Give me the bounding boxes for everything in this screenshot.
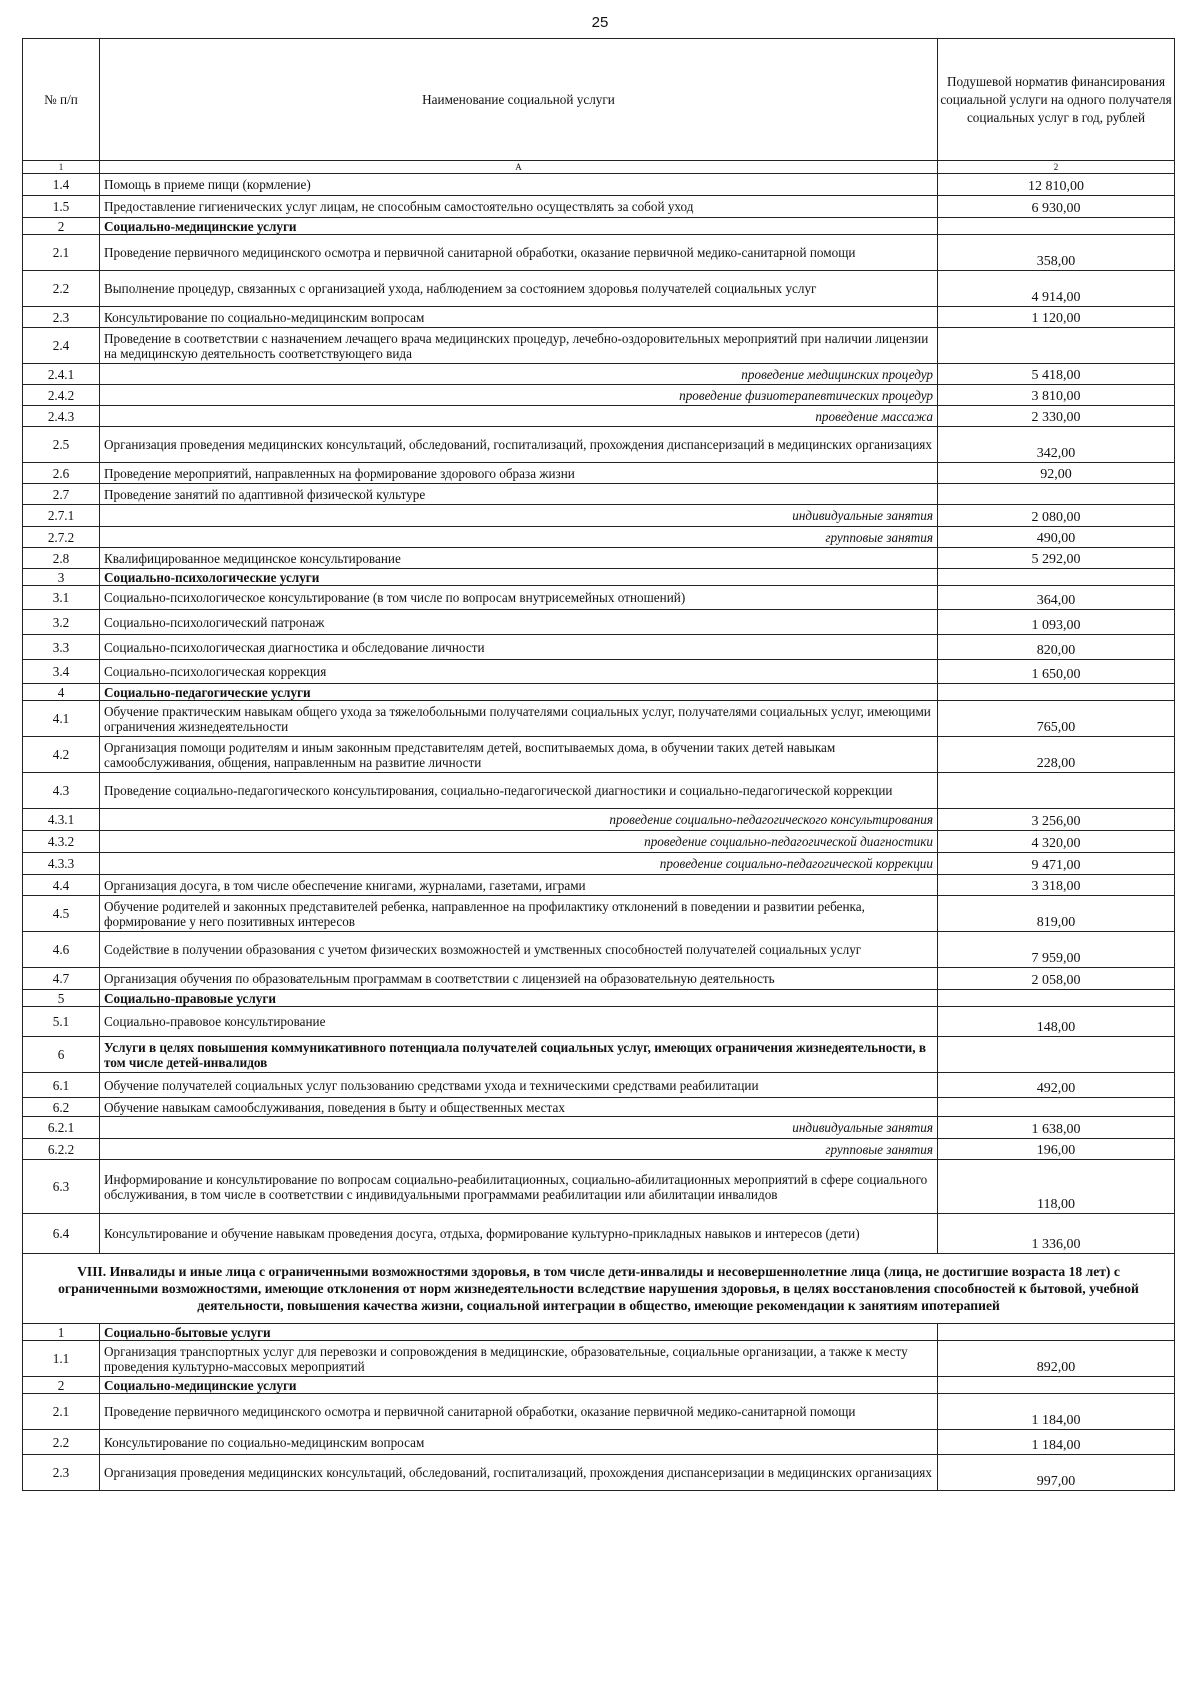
row-number: 3.3 [23,635,100,660]
row-number: 2.7.1 [23,505,100,527]
table-row [23,1073,1175,1098]
table-row [23,1430,1175,1455]
norm-value [938,773,1175,809]
norm-value: 2 080,00 [938,505,1175,527]
service-name: Социально-бытовые услуги [100,1324,938,1341]
service-name: Организация помощи родителям и иным законным представителям детей, воспитываемых дома, в обучении таких детей навыкам самообслуживания, общения, направленным на развитие личности [100,737,938,773]
norm-value: 997,00 [938,1455,1175,1491]
service-name: Организация досуга, в том числе обеспечение книгами, журналами, газетами, играми [100,875,938,896]
row-number: 6 [23,1037,100,1073]
table-row [23,328,1175,364]
service-name: Организация проведения медицинских консультаций, обследований, госпитализаций, прохождения диспансеризаций в медицинских организациях [100,427,938,463]
service-name: проведение социально-педагогического консультирования [100,809,938,831]
service-name: Обучение получателей социальных услуг пользованию средствами ухода и техническими средствами реабилитации [100,1073,938,1098]
index-value: 2 [938,161,1175,174]
row-number: 4.3.2 [23,831,100,853]
section-row [23,990,1175,1007]
row-number: 6.4 [23,1214,100,1254]
table-row [23,1160,1175,1214]
service-name: Информирование и консультирование по вопросам социально-реабилитационных, социально-абилитационных мероприятий в сфере социального обслуживания, в том числе в соответствии с индивидуальными программами реабилитации или абилитации инвалидов [100,1160,938,1214]
subitem-row [23,809,1175,831]
service-name: проведение физиотерапевтических процедур [100,385,938,406]
service-name: Обучение практическим навыкам общего ухода за тяжелобольными получателями социальных услуг, получателями социальных услуг, имеющими ограничения жизнедеятельности [100,701,938,737]
norm-value: 148,00 [938,1007,1175,1037]
service-name: Социально-медицинские услуги [100,1377,938,1394]
table-row [23,463,1175,484]
norm-value: 4 320,00 [938,831,1175,853]
service-name: групповые занятия [100,527,938,548]
row-number: 2.2 [23,271,100,307]
service-name: Проведение занятий по адаптивной физической культуре [100,484,938,505]
row-number: 4.6 [23,932,100,968]
service-name: Консультирование по социально-медицинским вопросам [100,1430,938,1455]
norm-value: 6 930,00 [938,196,1175,218]
header-value: Подушевой норматив финансирования социальной услуги на одного получателя социальных услуг в год, рублей [938,39,1175,161]
table-row [23,875,1175,896]
table-row [23,196,1175,218]
norm-value: 819,00 [938,896,1175,932]
section-row [23,1037,1175,1073]
norm-value: 892,00 [938,1341,1175,1377]
service-name: Проведение первичного медицинского осмотра и первичной санитарной обработки, оказание первичной медико-санитарной помощи [100,1394,938,1430]
service-name: Обучение родителей и законных представителей ребенка, направленное на профилактику отклонений в поведении и развитии ребенка, формирование у него позитивных интересов [100,896,938,932]
service-name: Содействие в получении образования с учетом физических возможностей и умственных способностей получателей социальных услуг [100,932,938,968]
subitem-row [23,527,1175,548]
service-name: индивидуальные занятия [100,505,938,527]
table-row [23,660,1175,684]
table-row [23,932,1175,968]
row-number: 1.1 [23,1341,100,1377]
subitem-row [23,406,1175,427]
norm-value: 12 810,00 [938,174,1175,196]
page-number: 25 [591,14,609,31]
table-row [23,174,1175,196]
service-name: Социально-правовое консультирование [100,1007,938,1037]
row-number: 2 [23,1377,100,1394]
norm-value: 765,00 [938,701,1175,737]
row-number: 4.3.3 [23,853,100,875]
table-row [23,1341,1175,1377]
service-name: проведение социально-педагогической диагностики [100,831,938,853]
service-name: Консультирование и обучение навыкам проведения досуга, отдыха, формирование культурно-прикладных навыков и интересов (дети) [100,1214,938,1254]
norm-value [938,569,1175,586]
service-name: проведение массажа [100,406,938,427]
service-name: Выполнение процедур, связанных с организацией ухода, наблюдением за состоянием здоровья получателей социальных услуг [100,271,938,307]
subitem-row [23,1139,1175,1160]
table-row [23,1098,1175,1117]
service-name: Социально-психологическая диагностика и обследование личности [100,635,938,660]
row-number: 4.3.1 [23,809,100,831]
section-row [23,569,1175,586]
norm-value [938,218,1175,235]
service-name: Проведение мероприятий, направленных на формирование здорового образа жизни [100,463,938,484]
service-name: проведение медицинских процедур [100,364,938,385]
row-number: 1.4 [23,174,100,196]
table-row [23,427,1175,463]
norm-value [938,990,1175,1007]
norm-value [938,484,1175,505]
norm-value: 118,00 [938,1160,1175,1214]
norm-value: 358,00 [938,235,1175,271]
norm-value: 228,00 [938,737,1175,773]
table-row [23,737,1175,773]
index-num: 1 [23,161,100,174]
row-number: 4.2 [23,737,100,773]
service-name: Организация проведения медицинских консультаций, обследований, госпитализаций, прохождения диспансеризации в медицинских организациях [100,1455,938,1491]
norm-value [938,1377,1175,1394]
row-number: 2.4.2 [23,385,100,406]
table-row [23,968,1175,990]
norm-value: 3 318,00 [938,875,1175,896]
service-name: Социально-педагогические услуги [100,684,938,701]
row-number: 3 [23,569,100,586]
norm-value: 490,00 [938,527,1175,548]
table-row [23,235,1175,271]
norm-value: 492,00 [938,1073,1175,1098]
service-name: Квалифицированное медицинское консультирование [100,548,938,569]
norm-value: 1 638,00 [938,1117,1175,1139]
norm-value [938,684,1175,701]
subitem-row [23,505,1175,527]
service-name: Социально-психологическое консультирование (в том числе по вопросам внутрисемейных отношений) [100,586,938,610]
row-number: 2.8 [23,548,100,569]
service-name: Организация обучения по образовательным программам в соответствии с лицензией на образовательную деятельность [100,968,938,990]
norm-value: 2 330,00 [938,406,1175,427]
table-row [23,548,1175,569]
norm-value: 3 256,00 [938,809,1175,831]
row-number: 4 [23,684,100,701]
norm-value: 92,00 [938,463,1175,484]
row-number: 6.2.2 [23,1139,100,1160]
norm-value: 3 810,00 [938,385,1175,406]
row-number: 6.2.1 [23,1117,100,1139]
norm-value: 1 184,00 [938,1394,1175,1430]
service-name: Социально-медицинские услуги [100,218,938,235]
service-norms-table [22,38,1175,1491]
section-row [23,684,1175,701]
row-number: 6.1 [23,1073,100,1098]
row-number: 2 [23,218,100,235]
norm-value: 1 336,00 [938,1214,1175,1254]
norm-value: 196,00 [938,1139,1175,1160]
row-number: 4.3 [23,773,100,809]
section-row [23,1377,1175,1394]
section-title-row [23,1254,1175,1324]
table-row [23,1455,1175,1491]
row-number: 2.3 [23,307,100,328]
service-name: Социально-психологические услуги [100,569,938,586]
row-number: 2.4.3 [23,406,100,427]
section-row [23,1324,1175,1341]
norm-value [938,1098,1175,1117]
table-row [23,1394,1175,1430]
norm-value [938,328,1175,364]
service-name: Социально-правовые услуги [100,990,938,1007]
row-number: 4.7 [23,968,100,990]
row-number: 2.7 [23,484,100,505]
row-number: 3.2 [23,610,100,635]
row-number: 5.1 [23,1007,100,1037]
norm-value: 2 058,00 [938,968,1175,990]
section-title: VIII. Инвалиды и иные лица с ограниченными возможностями здоровья, в том числе дети-инвалиды и несовершеннолетние лица (лица, не достигшие возраста 18 лет) с ограниченными возможностями, имеющие отклонения от норм жизнедеятельности вследствие нарушения здоровья, в целях восстановления способностей к бытовой, учебной деятельности, повышения качества жизни, социальной интеграции в общество, имеющие рекомендации к занятиям ипотерапией [23,1254,1175,1324]
row-number: 1 [23,1324,100,1341]
section-row [23,218,1175,235]
row-number: 2.5 [23,427,100,463]
table-row [23,484,1175,505]
table-row [23,701,1175,737]
table-row [23,610,1175,635]
service-name: Предоставление гигиенических услуг лицам, не способным самостоятельно осуществлять за собой уход [100,196,938,218]
row-number: 2.4.1 [23,364,100,385]
norm-value: 1 120,00 [938,307,1175,328]
norm-value: 364,00 [938,586,1175,610]
service-name: проведение социально-педагогической коррекции [100,853,938,875]
row-number: 6.2 [23,1098,100,1117]
service-name: Социально-психологический патронаж [100,610,938,635]
table-row [23,271,1175,307]
table-header-row [23,39,1175,161]
service-name: Организация транспортных услуг для перевозки и сопровождения в медицинские, образовательные, социальные организации, а также к месту проведения культурно-массовых мероприятий [100,1341,938,1377]
norm-value: 9 471,00 [938,853,1175,875]
service-name: индивидуальные занятия [100,1117,938,1139]
subitem-row [23,364,1175,385]
table-row [23,586,1175,610]
table-row [23,307,1175,328]
service-name: Проведение первичного медицинского осмотра и первичной санитарной обработки, оказание первичной медико-санитарной помощи [100,235,938,271]
table-row [23,1214,1175,1254]
row-number: 2.6 [23,463,100,484]
service-name: Проведение социально-педагогического консультирования, социально-педагогической диагностики и социально-педагогической коррекции [100,773,938,809]
row-number: 1.5 [23,196,100,218]
subitem-row [23,831,1175,853]
norm-value: 1 650,00 [938,660,1175,684]
row-number: 2.1 [23,1394,100,1430]
subitem-row [23,385,1175,406]
row-number: 4.5 [23,896,100,932]
row-number: 4.1 [23,701,100,737]
service-name: Социально-психологическая коррекция [100,660,938,684]
subitem-row [23,1117,1175,1139]
row-number: 3.1 [23,586,100,610]
norm-value: 1 184,00 [938,1430,1175,1455]
norm-value: 5 418,00 [938,364,1175,385]
norm-value: 4 914,00 [938,271,1175,307]
row-number: 2.1 [23,235,100,271]
column-index-row [23,161,1175,174]
header-name: Наименование социальной услуги [100,39,938,161]
norm-value: 5 292,00 [938,548,1175,569]
subitem-row [23,853,1175,875]
service-name: групповые занятия [100,1139,938,1160]
service-name: Консультирование по социально-медицинским вопросам [100,307,938,328]
norm-value [938,1037,1175,1073]
row-number: 2.3 [23,1455,100,1491]
header-num: № п/п [23,39,100,161]
norm-value: 7 959,00 [938,932,1175,968]
table-row [23,1007,1175,1037]
row-number: 4.4 [23,875,100,896]
row-number: 2.7.2 [23,527,100,548]
service-name: Услуги в целях повышения коммуникативного потенциала получателей социальных услуг, имеющих ограничения жизнедеятельности, в том числе детей-инвалидов [100,1037,938,1073]
row-number: 2.2 [23,1430,100,1455]
row-number: 5 [23,990,100,1007]
row-number: 6.3 [23,1160,100,1214]
index-name: А [100,161,938,174]
norm-value: 820,00 [938,635,1175,660]
row-number: 3.4 [23,660,100,684]
table-row [23,896,1175,932]
table-row [23,773,1175,809]
table-row [23,635,1175,660]
service-name: Проведение в соответствии с назначением лечащего врача медицинских процедур, лечебно-оздоровительных мероприятий при наличии лицензии на медицинскую деятельность соответствующего вида [100,328,938,364]
service-name: Помощь в приеме пищи (кормление) [100,174,938,196]
norm-value: 1 093,00 [938,610,1175,635]
row-number: 2.4 [23,328,100,364]
norm-value [938,1324,1175,1341]
norm-value: 342,00 [938,427,1175,463]
service-name: Обучение навыкам самообслуживания, поведения в быту и общественных местах [100,1098,938,1117]
